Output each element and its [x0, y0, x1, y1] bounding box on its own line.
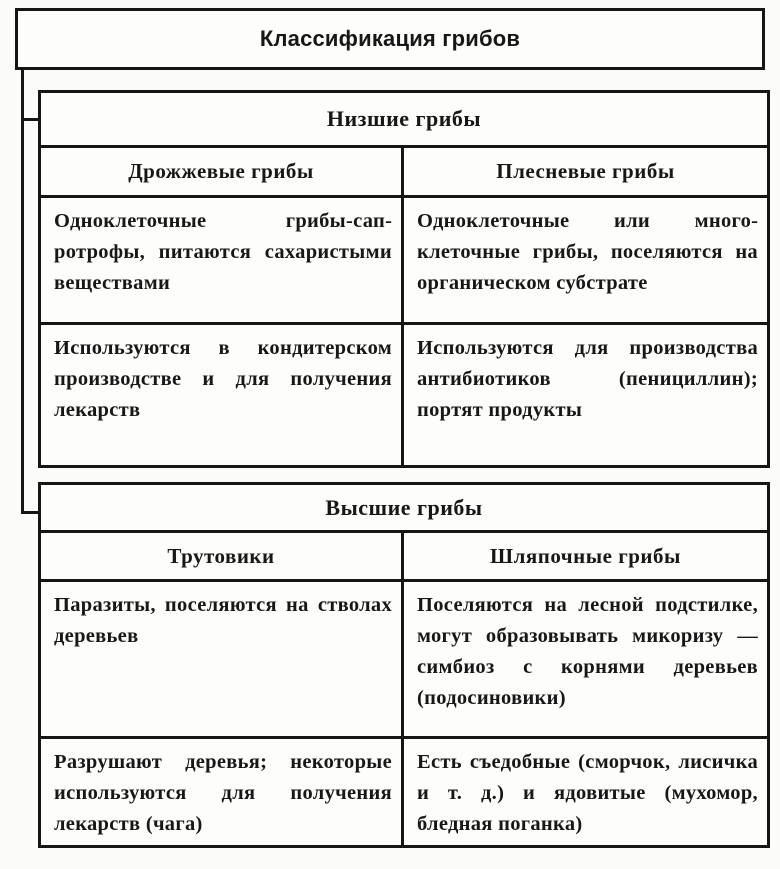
- table-cell-cap-mushrooms-types: Есть съедобные (сморчок, лисичка и т. д.) и ядовитые (мухомор, бледная поганка): [417, 751, 758, 835]
- column-header-polypores: Трутовики: [41, 533, 404, 582]
- table-lower-fungi-header: Низшие грибы: [41, 93, 767, 148]
- table-cell-mold-uses: Используются для производства антибиотиков (пенициллин); портят продукты: [417, 337, 758, 421]
- table-higher-fungi-header: Высшие грибы: [41, 485, 767, 533]
- table-cell-mold-description: Одноклеточные или многоклеточные грибы, поселяются на органическом субстрате: [404, 198, 767, 325]
- table-cell-yeast-uses: Используются в кондитерском производстве и для получения лекарств: [41, 325, 404, 465]
- page-title: Классификация грибов: [259, 26, 521, 51]
- column-header-mold-fungi: Плесневые грибы: [404, 148, 767, 198]
- table-cell-cap-mushrooms-description: Поселяются на лесной подстилке, могут образовывать микоризу — симбиоз с корнями деревьев (подосиновики): [404, 582, 767, 739]
- connector-branch-lower-fungi: [21, 118, 39, 121]
- connector-branch-higher-fungi: [21, 511, 39, 514]
- column-header-yeast-fungi: Дрожжевые грибы: [41, 148, 404, 198]
- connector-vertical-line: [21, 70, 24, 514]
- table-cell-polypores-description: Паразиты, поселяются на стволах деревьев: [41, 582, 404, 739]
- table-cell-yeast-description: Одноклеточные грибы-сапротрофы, питаются сахаристыми веществами: [41, 198, 404, 325]
- table-cell-polypores-uses: Разрушают деревья; некоторые используются для получения лекарств (чага): [41, 739, 404, 845]
- title-box: [15, 8, 765, 70]
- table-lower-fungi: [38, 90, 770, 468]
- column-header-cap-mushrooms: Шляпочные грибы: [404, 533, 767, 582]
- table-higher-fungi: [38, 482, 770, 848]
